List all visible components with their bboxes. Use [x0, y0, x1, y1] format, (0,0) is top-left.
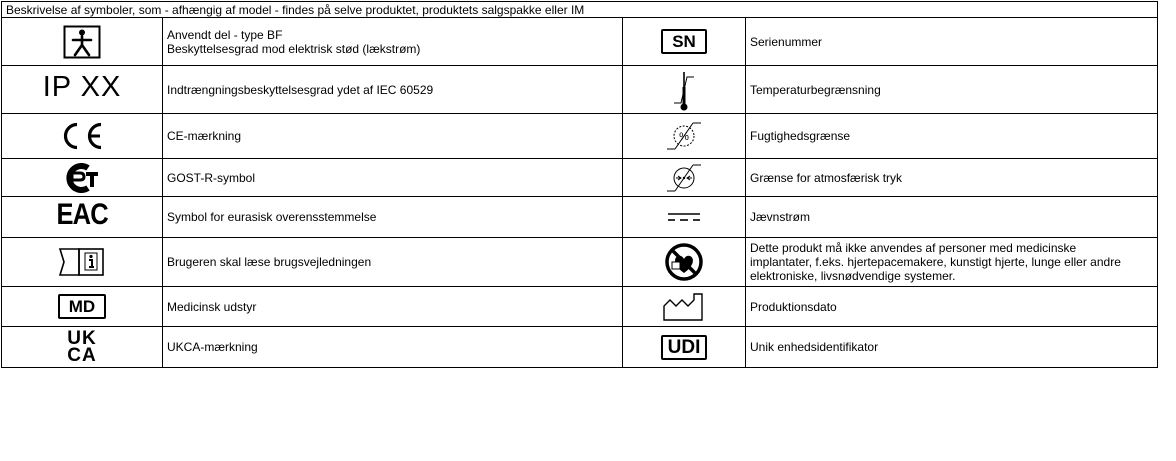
- table-row: [2, 66, 1158, 114]
- description-cell: [746, 238, 1158, 287]
- temperature-limit-icon: [623, 66, 746, 114]
- svg-text:%: %: [679, 131, 689, 143]
- ip-xx-text: IP XX: [42, 71, 122, 103]
- description-cell: [746, 18, 1158, 66]
- table-row: [2, 18, 1158, 66]
- pressure-limit-icon: [623, 159, 746, 197]
- description-line: UKCA-mærkning: [167, 340, 258, 354]
- description-cell: [163, 66, 623, 114]
- description-cell: [163, 238, 623, 287]
- description-cell: [746, 114, 1158, 159]
- symbol-table: [1, 1, 1158, 368]
- description-line: Medicinsk udstyr: [167, 299, 257, 314]
- eac-icon: [2, 197, 163, 238]
- description-line: Temperaturbegrænsning: [750, 82, 881, 97]
- description-line: Jævnstrøm: [750, 210, 810, 224]
- ip-xx-icon: [2, 66, 163, 114]
- description-line: CE-mærkning: [167, 129, 242, 143]
- table-row: [2, 114, 1158, 159]
- manufacture-date-icon: [623, 287, 746, 327]
- udi-label: UDI: [661, 335, 708, 360]
- table-row: [2, 327, 1158, 368]
- ukca-icon: [2, 327, 163, 368]
- medical-device-icon: [2, 287, 163, 327]
- udi-icon: [623, 327, 746, 368]
- description-line: Beskyttelsesgrad mod elektrisk stød (lækstrøm): [167, 41, 421, 56]
- description-cell: [746, 197, 1158, 238]
- description-line: elektroniske, livsnødvendige systemer.: [750, 269, 956, 283]
- humidity-limit-icon: [623, 114, 746, 159]
- direct-current-icon: [623, 197, 746, 238]
- description-cell: [163, 287, 623, 327]
- description-line: implantater, f.eks. hjertepacemakere, kunstigt hjerte, lunge eller andre: [750, 255, 1121, 269]
- table-row: [2, 197, 1158, 238]
- table-header: Beskrivelse af symboler, som - afhængig af model - findes på selve produktet, produktets salgspakke eller IM: [2, 2, 1158, 18]
- gost-r-icon: [2, 159, 163, 197]
- description-line: Indtrængningsbeskyttelsesgrad ydet af IEC 60529: [167, 82, 434, 97]
- description-cell: [746, 159, 1158, 197]
- description-line: GOST-R-symbol: [167, 170, 256, 185]
- description-cell: [746, 66, 1158, 114]
- no-implant-users-icon: [623, 238, 746, 287]
- description-cell: [746, 287, 1158, 327]
- description-line: Dette produkt må ikke anvendes af personer med medicinske: [750, 241, 1077, 255]
- description-line: Produktionsdato: [750, 299, 837, 314]
- type-bf-applied-part-icon: [2, 18, 163, 66]
- description-cell: [163, 327, 623, 368]
- description-line: Symbol for eurasisk overensstemmelse: [167, 210, 377, 224]
- description-cell: [163, 18, 623, 66]
- description-line: Grænse for atmosfærisk tryk: [750, 170, 903, 185]
- ce-mark-icon: [2, 114, 163, 159]
- ukca-text: UK CA: [67, 328, 97, 366]
- serial-number-icon: [623, 18, 746, 66]
- description-cell: [746, 327, 1158, 368]
- eac-text: EAC: [56, 197, 108, 231]
- table-row: [2, 238, 1158, 287]
- description-line: Brugeren skal læse brugsvejledningen: [167, 255, 372, 269]
- description-line: Unik enhedsidentifikator: [750, 340, 879, 354]
- sn-label: SN: [661, 29, 707, 54]
- read-manual-icon: [2, 238, 163, 287]
- description-cell: [163, 197, 623, 238]
- md-label: MD: [58, 294, 106, 319]
- description-line: Anvendt del - type BF: [167, 27, 283, 42]
- description-line: Serienummer: [750, 34, 823, 49]
- table-row: [2, 287, 1158, 327]
- table-row: [2, 159, 1158, 197]
- description-line: Fugtighedsgrænse: [750, 129, 851, 143]
- description-cell: [163, 159, 623, 197]
- description-cell: [163, 114, 623, 159]
